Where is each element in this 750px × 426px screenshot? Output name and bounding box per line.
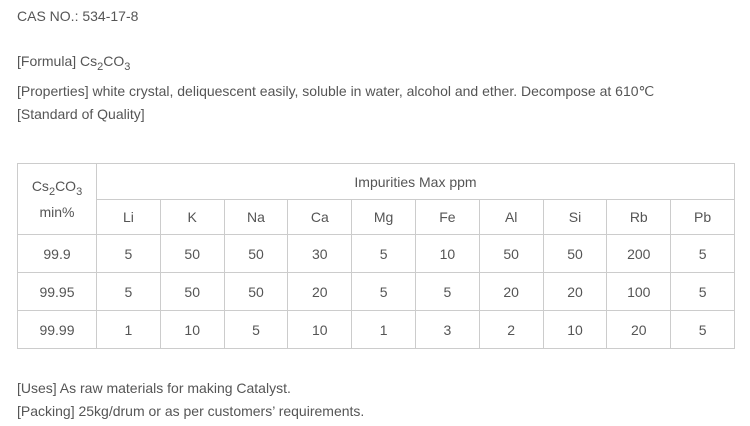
data-cell: 1 xyxy=(97,311,161,349)
data-cell: 100 xyxy=(607,273,671,311)
element-header-si: Si xyxy=(543,200,607,235)
quality-standard-table xyxy=(17,163,735,349)
data-cell: 5 xyxy=(97,235,161,273)
data-cell: 5 xyxy=(224,311,288,349)
element-header-mg: Mg xyxy=(352,200,416,235)
table-row-99-95 xyxy=(18,273,735,311)
cas-number: CAS NO.: 534-17-8 xyxy=(17,8,139,24)
purity-header-min-label: min% xyxy=(39,204,75,220)
data-cell: 200 xyxy=(607,235,671,273)
data-cell: 5 xyxy=(352,235,416,273)
data-cell: 20 xyxy=(288,273,352,311)
formula-label: [Formula] xyxy=(17,53,81,69)
data-cell: 10 xyxy=(160,311,224,349)
data-cell: 5 xyxy=(671,311,735,349)
data-cell: 50 xyxy=(224,235,288,273)
element-header-fe: Fe xyxy=(415,200,479,235)
element-header-pb: Pb xyxy=(671,200,735,235)
impurities-header-cell: Impurities Max ppm xyxy=(97,164,735,200)
element-header-row xyxy=(18,200,735,235)
formula-value: $Cs_2CO_3$ xyxy=(80,53,131,73)
element-header-na: Na xyxy=(224,200,288,235)
data-cell: 1 xyxy=(352,311,416,349)
formula-line xyxy=(17,51,735,71)
packing-line: [Packing] 25kg/drum or as per customers’ requirements. xyxy=(17,403,365,419)
data-cell: 30 xyxy=(288,235,352,273)
element-header-rb: Rb xyxy=(607,200,671,235)
uses-line: [Uses] As raw materials for making Catalyst. xyxy=(17,380,291,396)
data-cell: 5 xyxy=(671,273,735,311)
element-header-al: Al xyxy=(479,200,543,235)
purity-cell: 99.9 xyxy=(18,235,97,273)
data-cell: 20 xyxy=(607,311,671,349)
data-cell: 5 xyxy=(97,273,161,311)
data-cell: 20 xyxy=(543,273,607,311)
data-cell: 50 xyxy=(160,273,224,311)
data-cell: 5 xyxy=(352,273,416,311)
data-cell: 5 xyxy=(671,235,735,273)
purity-cell: 99.95 xyxy=(18,273,97,311)
data-cell: 50 xyxy=(479,235,543,273)
element-header-ca: Ca xyxy=(288,200,352,235)
element-header-li: Li xyxy=(97,200,161,235)
data-cell: 2 xyxy=(479,311,543,349)
purity-header-cell xyxy=(18,164,97,235)
purity-cell: 99.99 xyxy=(18,311,97,349)
table-row-99-99 xyxy=(18,311,735,349)
table-row-99-9 xyxy=(18,235,735,273)
data-cell: 50 xyxy=(160,235,224,273)
data-cell: 3 xyxy=(415,311,479,349)
data-cell: 10 xyxy=(415,235,479,273)
data-cell: 20 xyxy=(479,273,543,311)
data-cell: 10 xyxy=(288,311,352,349)
data-cell: 10 xyxy=(543,311,607,349)
purity-header-formula: $Cs_2CO_3$ xyxy=(31,178,83,198)
data-cell: 50 xyxy=(224,273,288,311)
data-cell: 5 xyxy=(415,273,479,311)
data-cell: 50 xyxy=(543,235,607,273)
properties-line: [Properties] white crystal, deliquescent easily, soluble in water, alcohol and ether. Decompose at 610℃ xyxy=(17,83,655,99)
table-header-row-1 xyxy=(18,164,735,200)
standard-of-quality-line: [Standard of Quality] xyxy=(17,106,145,122)
element-header-k: K xyxy=(160,200,224,235)
